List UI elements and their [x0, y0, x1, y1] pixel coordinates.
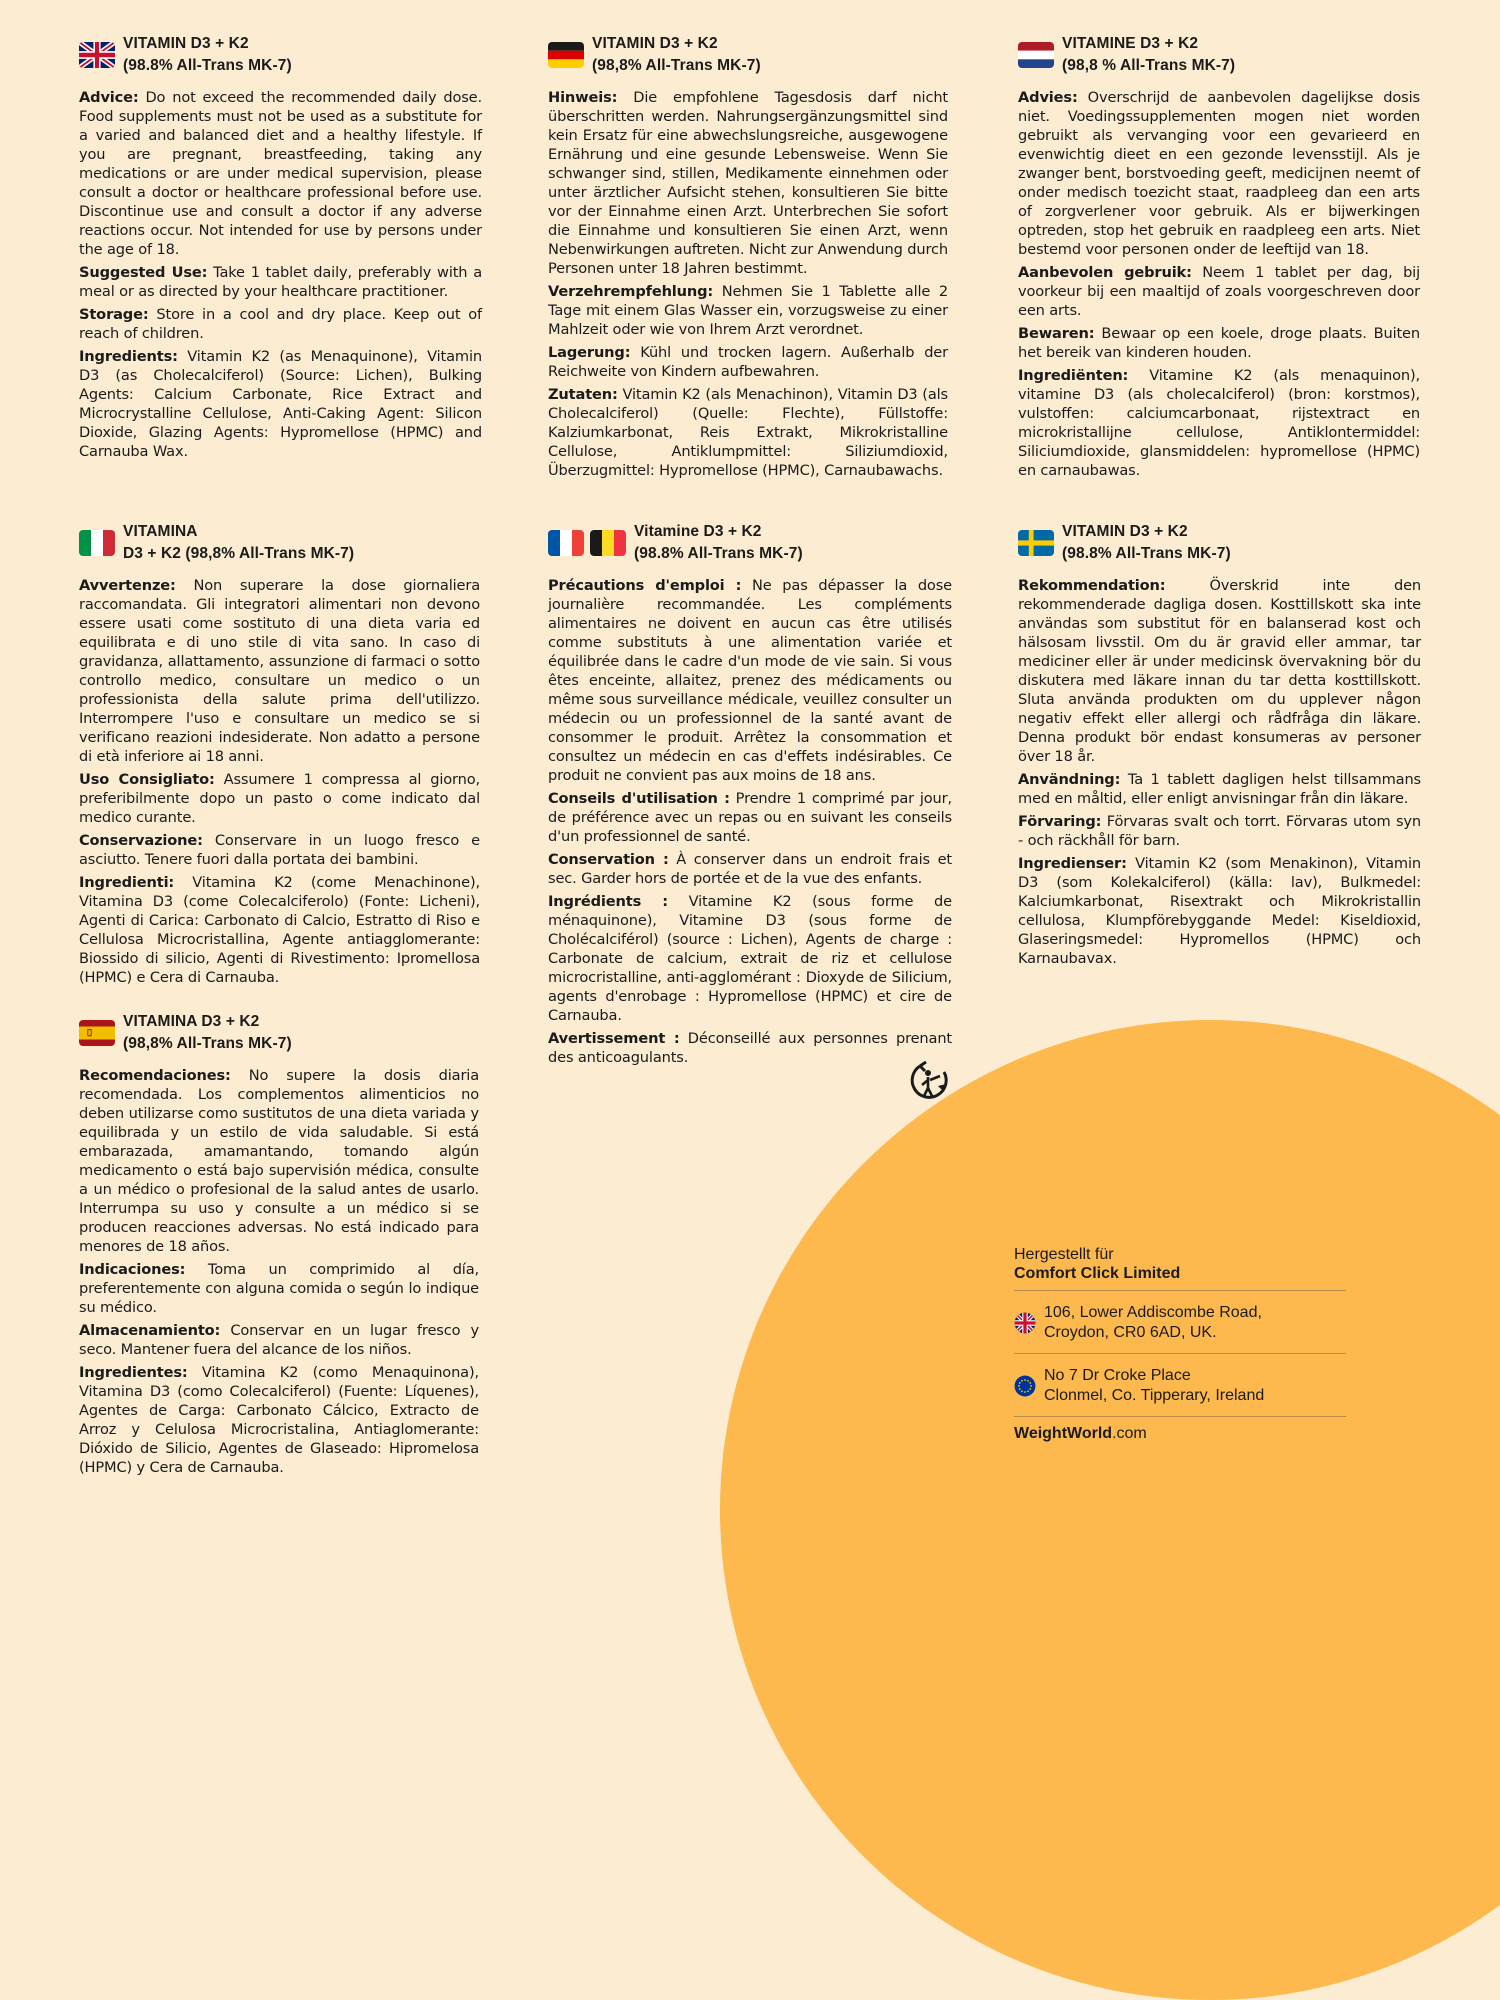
spain-flag-icon: [79, 1020, 115, 1046]
it-conservazione: Conservazione: Conservare in un luogo fresco e asciutto. Tenere fuori dalla portata dei bambini.: [79, 832, 480, 868]
section-nl-title: VITAMINE D3 + K2: [1062, 35, 1199, 52]
made-for-label: Hergestellt für: [1014, 1246, 1114, 1263]
section-sv-title: VITAMIN D3 + K2: [1062, 523, 1188, 540]
eu-address: [1014, 1360, 1346, 1410]
sv-ingredienser: Ingredienser: Vitamin K2 (som Menakinon), Vitamin D3 (som Kolekalciferol) (källa: lav), Bulkmedel: Kalciumkarbonat, Risextrakt och Mikrokristallin cellulosa, Klumpförebyggande Medel: Kiseldioxid, Glaseringsmedel: Hypromellos (HPMC) och Karnaubavax.: [1018, 855, 1421, 967]
nl-advies: Advies: Overschrijd de aanbevolen dagelijkse dosis niet. Voedingssupplementen mogen niet worden gebruikt als vervanging voor een gevarieerd en evenwichtig dieet en een gezonde levensstijl. Als je zwanger bent, borstvoeding geeft, medicijnen neemt of onder medisch toezicht staat, raadpleeg dan een arts of zorgverlener voor gebruik. Als er bijwerkingen optreden, stop het gebruik en raadpleeg een arts. Niet bestemd voor personen onder de leeftijd van 18.: [1018, 89, 1420, 258]
eu-address-line2: Clonmel, Co. Tipperary, Ireland: [1044, 1387, 1265, 1404]
section-en-subtitle: (98.8% All-Trans MK-7): [123, 57, 292, 74]
sv-anvandning: Användning: Ta 1 tablett dagligen helst tillsammans med en måltid, eller enligt anvisningar från din läkare.: [1018, 771, 1421, 807]
sv-rekommendation: Rekommendation: Överskrid inte den rekommenderade dagliga dosen. Kosttillskott ska inte användas som substitut för en balanserad kost och hälsosam livsstil. Om du är gravid eller ammar, tar mediciner eller är under medicinsk övervakning bör du diskutera med läkare innan du tar detta kosttillskott. Sluta använda produkten om du upplever någon negativ effekt eller allergi och rådfråga din läkare. Denna produkt bör endast konsumeras av personer över 18 år.: [1018, 577, 1421, 765]
eu-flag-icon: [1014, 1375, 1036, 1397]
section-de-title: VITAMIN D3 + K2: [592, 35, 718, 52]
es-recomendaciones: Recomendaciones: No supere la dosis diaria recomendada. Los complementos alimenticios no deben utilizarse como sustitutos de una dieta variada y equilibrada y un estilo de vida saludable. Si está embarazada, amamantando, tomando algún medicamento o está bajo supervisión médica, consulte a un médico o profesional de la salud antes de usarlo. Interrumpa su uso y consulte a un médico si se producen reacciones adversas. No está indicado para menores de 18 años.: [79, 1067, 479, 1255]
it-avvertenze: Avvertenze: Non superare la dose giornaliera raccomandata. Gli integratori alimentari non devono essere usati come sostituto di una dieta varia ed equilibrata e di uno stile di vita sano. In caso di gravidanza, allattamento, assunzione di farmaci o sotto controllo medico, consultare un medico o un professionista della salute prima dell'utilizzo. Interrompere l'uso e consultare un medico se si verificano reazioni indesiderate. Non adatto a persone di età inferiore ai 18 anni.: [79, 577, 480, 765]
italy-flag-icon: [79, 530, 115, 556]
nl-ingredienten: Ingrediënten: Vitamine K2 (als menaquinon), vitamine D3 (als cholecalciferol) (bron: korstmos), vulstoffen: calciumcarbonaat, rijstextract en microkristallijne cellulose, Antiklontermiddel: Siliciumdioxide, glansmiddelen: hypromellose (HPMC) en carnaubawas.: [1018, 367, 1420, 479]
it-uso-consigliato: Uso Consigliato: Assumere 1 compressa al giorno, preferibilmente dopo un pasto o come indicato dal medico curante.: [79, 771, 480, 826]
uk-address-line1: 106, Lower Addiscombe Road,: [1044, 1304, 1262, 1321]
company-name: Comfort Click Limited: [1014, 1265, 1181, 1282]
section-sv-subtitle: (98.8% All-Trans MK-7): [1062, 545, 1231, 562]
fr-precautions: Précautions d'emploi : Ne pas dépasser la dose journalière recommandée. Les compléments alimentaires ne doivent en aucun cas être utilisés comme substituts à une alimentation variée et équilibrée dans le cadre d'un mode de vie sain. Si vous êtes enceinte, allaitez, prenez des médicaments ou même sous surveillance médicale, veuillez consulter un médecin ou un professionnel de la santé avant de consommer le produit. Arrêtez la consommation et consultez un médecin en cas d'effets indésirables. Ce produit ne convient pas aux moins de 18 ans.: [548, 577, 952, 784]
divider: [1014, 1416, 1346, 1417]
decorative-orange-circle: [720, 1020, 1500, 2000]
nl-bewaren: Bewaren: Bewaar op een koele, droge plaats. Buiten het bereik van kinderen houden.: [1018, 325, 1420, 361]
es-ingredientes: Ingredientes: Vitamina K2 (como Menaquinona), Vitamina D3 (como Colecalciferol) (Fuente: Líquenes), Agentes de Carga: Carbonato Cálcico, Extracto de Arroz y Celulosa Microcristalina, Antiaglomerante: Dióxido de Silicio, Agentes de Glaseado: Hipromelosa (HPMC) y Cera de Carnauba.: [79, 1364, 479, 1476]
section-en-header: [79, 33, 482, 77]
section-sv: [1018, 521, 1421, 972]
section-nl-header: [1018, 33, 1420, 77]
section-it-subtitle: D3 + K2 (98,8% All-Trans MK-7): [123, 545, 355, 562]
uk-address: [1014, 1297, 1346, 1347]
section-de-header: [548, 33, 948, 77]
section-it: [79, 521, 480, 991]
en-suggested-use: Suggested Use: Take 1 tablet daily, preferably with a meal or as directed by your healthcare practitioner.: [79, 264, 483, 300]
es-indicaciones: Indicaciones: Toma un comprimido al día, preferentemente con alguna comida o según lo indique su médico.: [79, 1261, 479, 1316]
section-nl: [1018, 33, 1420, 484]
section-de-subtitle: (98,8% All-Trans MK-7): [592, 57, 761, 74]
de-lagerung: Lagerung: Kühl und trocken lagern. Außerhalb der Reichweite von Kindern aufbewahren.: [548, 344, 948, 380]
en-ingredients: Ingredients: Vitamin K2 (as Menaquinone), Vitamin D3 (as Cholecalciferol) (Source: Lichen), Bulking Agents: Calcium Carbonate, Rice Extract and Microcrystalline Cellulose, Anti-Caking Agent: Silicon Dioxide, Glazing Agents: Hypromellose (HPMC) and Carnauba Wax.: [79, 348, 482, 460]
section-nl-subtitle: (98,8 % All-Trans MK-7): [1062, 57, 1236, 74]
fr-avertissement: Avertissement : Déconseillé aux personnes prenant des anticoagulants.: [548, 1030, 952, 1066]
section-fr-subtitle: (98.8% All-Trans MK-7): [634, 545, 803, 562]
section-it-header: [79, 521, 480, 565]
germany-flag-icon: [548, 42, 584, 68]
manufacturer-info: [1014, 1245, 1346, 1445]
es-almacenamiento: Almacenamiento: Conservar en un lugar fresco y seco. Mantener fuera del alcance de los niños.: [79, 1322, 479, 1358]
section-fr-header: [548, 521, 952, 565]
section-es-title: VITAMINA D3 + K2: [123, 1013, 260, 1030]
sweden-flag-icon: [1018, 530, 1054, 556]
section-es-header: [79, 1011, 479, 1055]
fr-conseils: Conseils d'utilisation : Prendre 1 comprimé par jour, de préférence avec un repas ou en suivant les conseils d'un professionnel de santé.: [548, 790, 953, 845]
nl-aanbevolen-gebruik: Aanbevolen gebruik: Neem 1 tablet per dag, bij voorkeur bij een maaltijd of zoals voorgeschreven door een arts.: [1018, 264, 1420, 319]
section-fr: [548, 521, 952, 1071]
section-en-title: VITAMIN D3 + K2: [123, 35, 249, 52]
website-brand[interactable]: WeightWorld.com: [1014, 1425, 1147, 1442]
de-zutaten: Zutaten: Vitamin K2 (als Menachinon), Vitamin D3 (als Cholecalciferol) (Quelle: Flechte), Füllstoffe: Kalziumkarbonat, Reis Extrakt, Mikrokristalline Cellulose, Antiklumpmittel: Siliziumdioxid, Überzugmittel: Hypromellose (HPMC), Carnaubawachs.: [548, 386, 948, 479]
uk-address-line2: Croydon, CR0 6AD, UK.: [1044, 1324, 1217, 1341]
section-es: [79, 1011, 479, 1481]
netherlands-flag-icon: [1018, 42, 1054, 68]
en-storage: Storage: Store in a cool and dry place. Keep out of reach of children.: [79, 306, 482, 342]
belgium-flag-icon: [590, 530, 626, 556]
de-verzehrempfehlung: Verzehrempfehlung: Nehmen Sie 1 Tablette alle 2 Tage mit einem Glas Wasser ein, vorzugsweise zu einer Mahlzeit oder wie von Ihrem Arzt verordnet.: [548, 283, 948, 338]
section-de: [548, 33, 948, 484]
sv-forvaring: Förvaring: Förvaras svalt och torrt. Förvaras utom syn - och räckhåll för barn.: [1018, 813, 1421, 849]
triman-recycling-icon: [906, 1060, 952, 1102]
de-hinweis: Hinweis: Die empfohlene Tagesdosis darf nicht überschritten werden. Nahrungsergänzungsmittel sind kein Ersatz für eine abwechslungsreiche, ausgewogene Ernährung und eine gesunde Lebensweise. Wenn Sie schwanger sind, stillen, Medikamente einnehmen oder unter ärztlicher Aufsicht stehen, konsultieren Sie bitte vor der Einnahme einen Arzt. Unterbrechen Sie sofort die Einnahme und konsultieren Sie einen Arzt, wenn Nebenwirkungen auftreten. Nicht zur Anwendung durch Personen unter 18 Jahren bestimmt.: [548, 89, 948, 277]
eu-address-line1: No 7 Dr Croke Place: [1044, 1367, 1191, 1384]
section-es-subtitle: (98,8% All-Trans MK-7): [123, 1035, 292, 1052]
fr-ingredients: Ingrédients : Vitamine K2 (sous forme de ménaquinone), Vitamine D3 (sous forme de Cholécalciférol) (source : Lichen), Agents de charge : Carbonate de calcium, extrait de riz et cellulose microcristalline, anti-agglomérant : Dioxyde de Silicium, agents d'enrobage : Hypromellose (HPMC) et cire de Carnauba.: [548, 893, 952, 1024]
section-it-title: VITAMINA: [123, 523, 198, 540]
en-advice: Advice: Do not exceed the recommended daily dose. Food supplements must not be used as a substitute for a varied and balanced diet and a healthy lifestyle. If you are pregnant, breastfeeding, taking any medications or are under medical supervision, please consult a doctor or healthcare professional before use. Discontinue use and consult a doctor if any adverse reactions occur. Not intended for use by persons under the age of 18.: [79, 89, 482, 258]
divider: [1014, 1353, 1346, 1354]
section-sv-header: [1018, 521, 1421, 565]
uk-flag-icon: [79, 42, 115, 68]
it-ingredienti: Ingredienti: Vitamina K2 (come Menachinone), Vitamina D3 (come Colecalciferolo) (Fonte: Licheni), Agenti di Carica: Carbonato di Calcio, Estratto di Riso e Cellulosa Microcristallina, Agente antiagglomerante: Biossido di silicio, Agenti di Rivestimento: Ipromellosa (HPMC) e Cera di Carnauba.: [79, 874, 480, 986]
divider: [1014, 1290, 1346, 1291]
section-fr-title: Vitamine D3 + K2: [634, 523, 762, 540]
france-flag-icon: [548, 530, 584, 556]
section-en: [79, 33, 482, 465]
uk-round-flag-icon: [1014, 1312, 1036, 1334]
fr-conservation: Conservation : À conserver dans un endroit frais et sec. Garder hors de portée et de la vue des enfants.: [548, 851, 952, 887]
